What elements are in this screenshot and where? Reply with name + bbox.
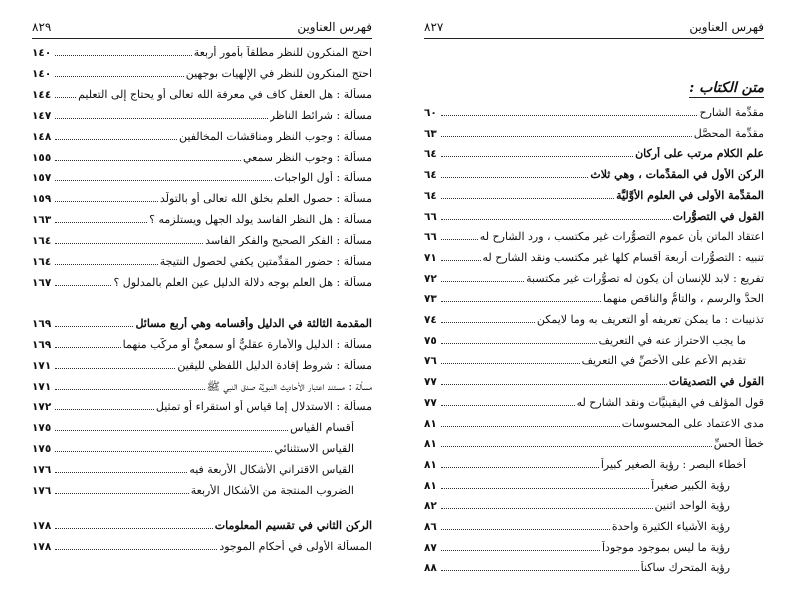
dot-leader xyxy=(55,222,147,223)
dot-leader xyxy=(55,472,187,473)
right-page xyxy=(424,18,764,588)
left-page-title: فهرس العناوين xyxy=(297,20,372,34)
toc-entry xyxy=(32,311,372,331)
dot-leader xyxy=(441,405,575,406)
dot-leader xyxy=(441,198,614,199)
toc-entry xyxy=(32,228,372,248)
toc-entry xyxy=(32,40,372,60)
toc-page-number: ٨١ xyxy=(424,438,437,451)
toc-entry xyxy=(32,394,372,414)
toc-page-number: ١٤٤ xyxy=(32,88,52,101)
toc-entry-title: الضروب المنتجة من الأشكال الأربعة xyxy=(190,484,354,497)
toc-entry-title: المسألة الأولى في أحكام الموجود xyxy=(219,539,372,553)
toc-entry-title: تنبيه : التصوُّرات أربعة أقسام كلها غير مكتسب ونقد الشارح له xyxy=(482,250,764,264)
toc-entry xyxy=(32,353,372,373)
dot-leader xyxy=(55,430,288,431)
dot-leader xyxy=(55,55,192,56)
dot-leader xyxy=(441,115,698,116)
dot-leader xyxy=(55,451,272,452)
toc-entry-title: مقدِّمة الشارح xyxy=(699,106,764,119)
toc-page-number: ٧٤ xyxy=(424,314,437,326)
toc-entry xyxy=(32,534,372,554)
toc-entry-title: تفريع : لابد للإنسان أن يكون له تصوُّرات غير مكتسبة xyxy=(526,271,764,285)
toc-page-number: ١٧٥ xyxy=(32,443,52,456)
toc-entry-title: علم الكلام مرتب على أركان xyxy=(635,147,764,161)
toc-page-number: ٧٧ xyxy=(424,376,437,389)
toc-entry xyxy=(424,348,764,368)
toc-entry-title: مسألة : الاستدلال إما قياس أو استقراء أو تمثيل xyxy=(155,400,372,414)
toc-entry-title: مسألة : أول الواجبات xyxy=(274,171,372,185)
dot-leader xyxy=(441,529,610,530)
toc-entry-title: القياس الاقتراني الأشكال الأربعة فيه xyxy=(189,463,354,477)
toc-entry-title: ما يجب الاحتراز عنه في التعريف xyxy=(598,333,746,347)
toc-page-number: ٦٤ xyxy=(424,148,437,161)
toc-page-number: ٦٦ xyxy=(424,231,437,244)
toc-entry xyxy=(32,415,372,435)
toc-entry xyxy=(424,555,764,575)
dot-leader xyxy=(441,239,478,240)
toc-entry-title: رؤية الواحد اثنين xyxy=(654,499,730,513)
toc-entry-title: مدى الاعتماد على المحسوسات xyxy=(621,416,764,430)
dot-leader xyxy=(441,508,653,509)
dot-leader xyxy=(55,493,189,494)
toc-entry xyxy=(424,307,764,327)
toc-entry-title: مسألة : مستند اعتبار الأحاديث النبويَّة صدق النبي ﷺ xyxy=(206,379,372,393)
dot-leader xyxy=(55,549,217,550)
toc-entry-title: القول في التصديقات xyxy=(668,375,764,389)
dot-leader xyxy=(441,550,600,551)
toc-page-number: ٧١ xyxy=(424,251,437,264)
section-heading: متن الكتاب : xyxy=(689,80,764,96)
toc-entry-title: مسألة : شروط إفادة الدليل اللفظي لليقين xyxy=(177,358,372,372)
toc-entry xyxy=(32,332,372,352)
toc-entry-title: القول في التصوُّرات xyxy=(672,209,764,223)
dot-leader xyxy=(441,260,481,261)
toc-entry-title: مسألة : الفكر الصحيح والفكر الفاسد xyxy=(205,234,372,248)
toc-entry-title: خطأ الحسِّ xyxy=(713,437,764,451)
left-page xyxy=(32,18,372,588)
toc-page-number: ٦٤ xyxy=(424,189,437,202)
dot-leader xyxy=(55,139,177,140)
dot-leader xyxy=(441,322,535,323)
toc-page-number: ١٧٦ xyxy=(32,464,52,477)
dot-leader xyxy=(441,219,671,220)
toc-page-number: ١٥٥ xyxy=(32,151,52,164)
toc-entry xyxy=(32,82,372,102)
toc-entry-title: أخطاء البصر : رؤية الصغير كبيراً xyxy=(600,457,746,471)
toc-entry xyxy=(424,328,764,348)
toc-entry-title: مسألة : حصول العلم بخلق الله تعالى أو بالتولُّد xyxy=(159,192,372,206)
toc-page-number: ٨٢ xyxy=(424,500,437,513)
toc-entry xyxy=(32,61,372,81)
dot-leader xyxy=(55,201,158,202)
toc-page-number: ٨٧ xyxy=(424,541,437,554)
dot-leader xyxy=(441,281,524,282)
toc-entry-title: احتج المنكرون للنظر في الإلهيات بوجهين xyxy=(185,66,372,80)
dot-leader xyxy=(441,384,667,385)
dot-leader xyxy=(441,156,633,157)
dot-leader xyxy=(55,97,76,98)
toc-entry xyxy=(32,513,372,533)
toc-page-number: ١٦٣ xyxy=(32,214,52,227)
toc-page-number: ١٧٦ xyxy=(32,485,52,497)
toc-entry xyxy=(424,224,764,244)
toc-entry-title: مسألة : وجوب النظر ومناقشات المخالفين xyxy=(179,129,372,143)
toc-entry-title: احتج المنكرون للنظر مطلقاً بأمور أربعة xyxy=(193,46,372,59)
left-page-number: ٨٢٩ xyxy=(32,20,52,34)
toc-entry xyxy=(424,204,764,224)
toc-page-number: ١٦٩ xyxy=(32,317,52,330)
right-page-title: فهرس العناوين xyxy=(689,20,764,34)
toc-page-number: ٨١ xyxy=(424,417,437,430)
toc-entry xyxy=(32,103,372,123)
toc-page-number: ٧٢ xyxy=(424,272,437,285)
toc-entry-title: مسألة : هل العلم بوجه دلالة الدليل عين العلم بالمدلول ؟ xyxy=(113,275,372,289)
toc-entry xyxy=(424,183,764,203)
toc-entry-title: رؤية المتحرك ساكناً xyxy=(640,561,730,575)
toc-entry-title: الركن الثاني في تقسيم المعلومات xyxy=(214,518,372,532)
toc-page-number: ١٧١ xyxy=(32,359,52,372)
toc-entry xyxy=(424,431,764,451)
dot-leader xyxy=(441,570,639,571)
toc-entry-title: المقدمة الثالثة في الدليل وأقسامه وهي أربع مسائل xyxy=(135,316,372,330)
toc-entry xyxy=(32,457,372,477)
toc-entry xyxy=(424,473,764,493)
dot-leader xyxy=(55,368,175,369)
toc-entry-title: المقدِّمة الأولى في العلوم الأوَّليَّة xyxy=(616,188,764,202)
toc-entry xyxy=(32,186,372,206)
toc-page-number: ١٥٩ xyxy=(32,193,52,206)
toc-entry-title: مقدِّمة المحصَّل xyxy=(693,126,764,140)
toc-entry xyxy=(424,514,764,534)
dot-leader xyxy=(441,446,712,447)
dot-leader xyxy=(55,347,120,348)
toc-page-number: ١٦٧ xyxy=(32,276,52,289)
toc-entry xyxy=(32,124,372,144)
toc-page-number: ١٦٤ xyxy=(32,235,52,248)
toc-entry xyxy=(32,249,372,269)
toc-entry-title: رؤية الأشياء الكثيرة واحدة xyxy=(611,520,730,533)
dot-leader xyxy=(55,243,203,244)
toc-page-number: ٧٧ xyxy=(424,396,437,409)
toc-entry xyxy=(424,390,764,410)
toc-page-number: ١٦٤ xyxy=(32,256,52,268)
toc-entry xyxy=(424,100,764,120)
dot-leader xyxy=(55,76,183,77)
dot-leader xyxy=(441,488,649,489)
toc-entry xyxy=(32,374,372,394)
toc-entry xyxy=(424,141,764,161)
toc-entry-title: الركن الأول في المقدِّمات ، وهي ثلاث xyxy=(590,168,764,182)
toc-page-number: ٧٥ xyxy=(424,334,437,347)
toc-entry-title: الحدُّ والرسم ، والتامُّ والناقص منهما xyxy=(603,292,764,306)
dot-leader xyxy=(441,467,599,468)
toc-entry xyxy=(424,369,764,389)
left-page-header xyxy=(32,20,372,39)
toc-page-number: ٨١ xyxy=(424,458,437,471)
dot-leader xyxy=(441,343,597,344)
toc-entry-title: مسألة : حضور المقدِّمتين يكفي لحصول النتيجة xyxy=(159,255,372,268)
toc-entry xyxy=(424,452,764,472)
toc-entry-title: اعتقاد الماتن بأن عموم التصوُّرات غير مكتسب ، ورد الشارح له xyxy=(479,230,764,244)
toc-entry xyxy=(424,121,764,141)
toc-entry xyxy=(424,286,764,306)
toc-entry xyxy=(32,145,372,165)
dot-leader xyxy=(55,409,154,410)
toc-page-number: ١٧٥ xyxy=(32,422,52,435)
toc-entry-title: قول المؤلف في اليقينيَّات ونقد الشارح له xyxy=(576,395,764,409)
toc-page-number: ٧٣ xyxy=(424,293,437,306)
toc-page-number: ٨١ xyxy=(424,479,437,492)
toc-page-number: ١٧٨ xyxy=(32,540,52,553)
dot-leader xyxy=(441,177,589,178)
toc-entry xyxy=(32,436,372,456)
dot-leader xyxy=(55,326,133,327)
toc-entry xyxy=(424,266,764,286)
toc-page-number: ١٤٠ xyxy=(32,47,52,59)
toc-entry xyxy=(32,165,372,185)
dot-leader xyxy=(55,389,204,390)
dot-leader xyxy=(55,285,111,286)
dot-leader xyxy=(55,180,272,181)
toc-entry xyxy=(424,245,764,265)
dot-leader xyxy=(441,363,580,364)
dot-leader xyxy=(441,136,692,137)
toc-page-number: ١٤٧ xyxy=(32,109,52,122)
toc-entry-title: مسألة : شرائط الناظر xyxy=(269,108,372,122)
toc-page-number: ٧٦ xyxy=(424,355,437,368)
toc-page-number: ١٧٢ xyxy=(32,401,52,414)
toc-entry xyxy=(424,493,764,513)
toc-page-number: ١٧١ xyxy=(32,380,52,393)
toc-page-number: ١٦٩ xyxy=(32,338,52,351)
toc-page-number: ٨٦ xyxy=(424,521,437,533)
toc-page-number: ٦٠ xyxy=(424,107,437,119)
right-page-number: ٨٢٧ xyxy=(424,20,444,34)
toc-entry-title: مسألة : هل النظر الفاسد يولد الجهل ويستلزمه ؟ xyxy=(149,213,372,227)
toc-entry xyxy=(424,411,764,431)
toc-entry-title: القياس الاستثنائي xyxy=(274,442,354,456)
toc-entry xyxy=(32,270,372,290)
toc-page-number: ١٤٠ xyxy=(32,67,52,80)
dot-leader xyxy=(55,118,268,119)
dot-leader xyxy=(55,160,241,161)
dot-leader xyxy=(441,301,601,302)
toc-entry xyxy=(32,478,372,498)
toc-page-number: ٦٤ xyxy=(424,169,437,182)
toc-entry xyxy=(424,535,764,555)
toc-entry-title: تذنيبات : ما يمكن تعريفه أو التعريف به وما لايمكن xyxy=(536,313,764,326)
right-page-header xyxy=(424,20,764,39)
toc-entry-title: أقسام القياس xyxy=(290,421,354,435)
toc-entry xyxy=(32,207,372,227)
dot-leader xyxy=(441,426,620,427)
toc-page-number: ٨٨ xyxy=(424,562,437,575)
toc-page-number: ٦٦ xyxy=(424,210,437,223)
toc-entry-title: تقديم الأعم على الأخصِّ في التعريف xyxy=(581,354,746,368)
dot-leader xyxy=(55,528,213,529)
toc-page-number: ١٧٨ xyxy=(32,519,52,532)
toc-page-number: ٦٣ xyxy=(424,127,437,140)
toc-entry-title: مسألة : الدليل والأمارة عقليٌّ أو سمعيٌّ أو مركّب منهما xyxy=(122,337,372,351)
toc-page-number: ١٥٧ xyxy=(32,172,52,185)
toc-entry-title: مسألة : هل العقل كاف في معرفة الله تعالى أو يحتاج إلى التعليم xyxy=(78,87,372,101)
dot-leader xyxy=(55,264,158,265)
toc-page-number: ١٤٨ xyxy=(32,130,52,143)
toc-entry-title: رؤية الكبير صغيراً xyxy=(651,478,730,492)
toc-entry-title: مسألة : وجوب النظر سمعي xyxy=(242,150,372,164)
toc-entry xyxy=(424,162,764,182)
toc-entry-title: رؤية ما ليس بموجود موجوداً xyxy=(601,540,730,554)
